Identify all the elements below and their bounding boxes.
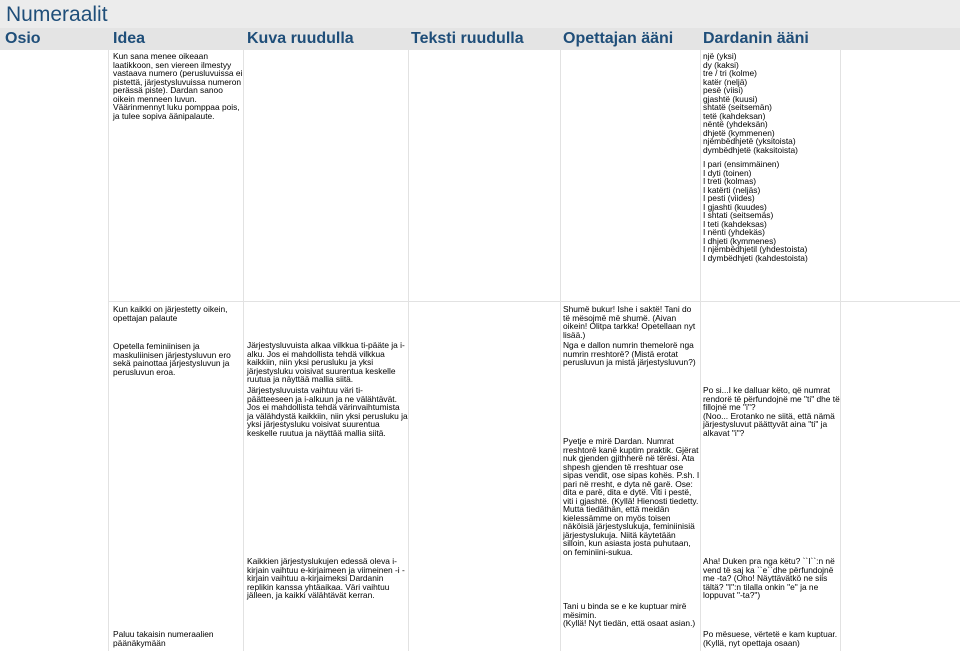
header-kuva-ruudulla: Kuva ruudulla [247, 30, 354, 47]
opettajan-cell-explanation: Pyetje e mirë Dardan. Numrat rreshtorë kanë kuptim praktik. Gjërat nuk gjenden gjithherë në tërësi. Ata shpesh gjenden të rreshtuar ose sipas vendit, ose sipas kohës. P.sh. I pari në rresht, e dyta në garë. Ose: dita e parë, dita e dytë. Viti i pestë, viti i gjashtë. (Kyllä! Hienosti tiedetty. Mutta tiedäthän, että meidän kielessämme on myös toisen näköisiä järjestyslukuja, feminiinisiä järjestyslukuja. Niitä käytetään silloin, kun asiasta josta puhutaan, on feminiini-sukua. [563, 436, 700, 557]
grid-line [408, 50, 409, 651]
idea-cell-feedback: Kun kaikki on järjestetty oikein, opettajan palaute [113, 304, 228, 323]
dardanin-cell-observation: Po si...I ke dalluar këto, që numrat rendorë të përfundojnë me "ti" dhe të fillojnë me "i"? (Noo... Erotanko ne siitä, että nämä järjestysluvut päättyvät aina "ti" ja alkavat "i"? [703, 385, 840, 438]
teksti-cell-feminine: Kaikkien järjestyslukujen edessä oleva i-kirjain vaihtuu e-kirjaimeen ja viimeinen -i -kirjain vaihtuu a-kirjaimeksi Dardanin replikin kanssa yhtäaikaa. Väri vaihtuu jälleen, ja kaikki välähtävät kerran. [247, 556, 405, 600]
dardanin-cell-aha: Aha! Duken pra nga këtu? ``I``:n në vend të saj ka ``e``dhe përfundojnë me -ta? (Oho! Näyttävätkö ne siis tältä? "I":n tilalla onkin "e" ja ne loppuvat "-ta?") [703, 556, 835, 600]
teksti-cell-blink: Järjestysluvuista alkaa vilkkua ti-pääte ja i-alku. Jos ei mahdollista tehdä vilkkua kaikkiin, niin yksi perusluku ja yksi järjestysluku voisivat suurentua keskelle ruutua ja näyttää mallia siitä. [247, 340, 405, 384]
header-row [0, 28, 960, 50]
dardan-ordinals-cell: I pari (ensimmäinen) I dyti (toinen) I treti (kolmas) I katërti (neljäs) I pesti (viides) I gjashti (kuudes) I shtati (seitsemäs) I teti (kahdeksas) I nënti (yhdekäs) I dhjeti (kymmenes) I njëmbëdhjetil (yhdestoista) I dymbëdhjeti (kahdestoista) [703, 159, 808, 263]
grid-line [108, 50, 109, 651]
grid-line [700, 50, 701, 651]
header-teksti-ruudulla: Teksti ruudulla [411, 30, 524, 47]
header-osio: Osio [5, 30, 41, 47]
header-idea: Idea [113, 30, 146, 47]
grid-line [243, 50, 244, 651]
page-title: Numeraalit [6, 3, 108, 26]
title-row [0, 0, 960, 28]
grid-line [108, 301, 960, 302]
dardan-cardinals-cell: një (yksi) dy (kaksi) tre / tri (kolme) katër (neljä) pesë (viisi) gjashtë (kuusi) shtatë (seitsemän) tetë (kahdeksan) nëntë (yhdeksän) dhjetë (kymmenen) njëmbëdhjetë (yksitoista) dymbëdhjetë (kaksitoista) [703, 51, 798, 155]
grid-line [560, 50, 561, 651]
idea-cell-intro: Kun sana menee oikeaan laatikkoon, sen viereen ilmestyy vastaava numero (perusluvuissa ei pistettä, järjestysluvuissa numeron perässä piste). Dardan sanoo oikein menneen luvun. Väärinmennyt luku pomppaa pois, ja tulee sopiva äänipalaute. [113, 51, 243, 121]
header-dardanin-aani: Dardanin ääni [703, 30, 809, 47]
opettajan-cell-confirmation: Tani u binda se e ke kuptuar mirë mësimin. (Kyllä! Nyt tiedän, että osaat asian.) [563, 601, 696, 628]
header-opettajan-aani: Opettajan ääni [563, 30, 674, 47]
idea-cell-goal: Opetella feminiinisen ja maskuliinisen järjestysluvun ero sekä painottaa järjestysluvun ja perusluvun eroa. [113, 341, 231, 377]
dardanin-cell-final: Po mësuese, vërtetë e kam kuptuar. (Kyllä, nyt opettaja osaan) [703, 629, 838, 648]
opettajan-cell-question: Nga e dallon numrin themelorë nga numrin rreshtorë? (Mistä erotat perusluvun ja mistä järjestysluvun?) [563, 340, 696, 367]
teksti-cell-color: Järjestysluvuista vaihtuu väri ti-päätteeseen ja i-alkuun ja ne välähtävät. Jos ei mahdollista tehdä värinvaihtumista ja välähdystä kaikkiin, niin yksi perusluku ja yksi järjestysluku voisivat suurentua keskelle ruutua ja näyttää mallia siitä. [247, 385, 408, 438]
opettajan-cell-praise: Shumë bukur! Ishe i saktë! Tani do të mësojmë më shumë. (Aivan oikein! Olitpa tarkka! Opetellaan nyt lisää.) [563, 304, 696, 340]
idea-cell-return: Paluu takaisin numeraalien päänäkymään [113, 629, 214, 648]
